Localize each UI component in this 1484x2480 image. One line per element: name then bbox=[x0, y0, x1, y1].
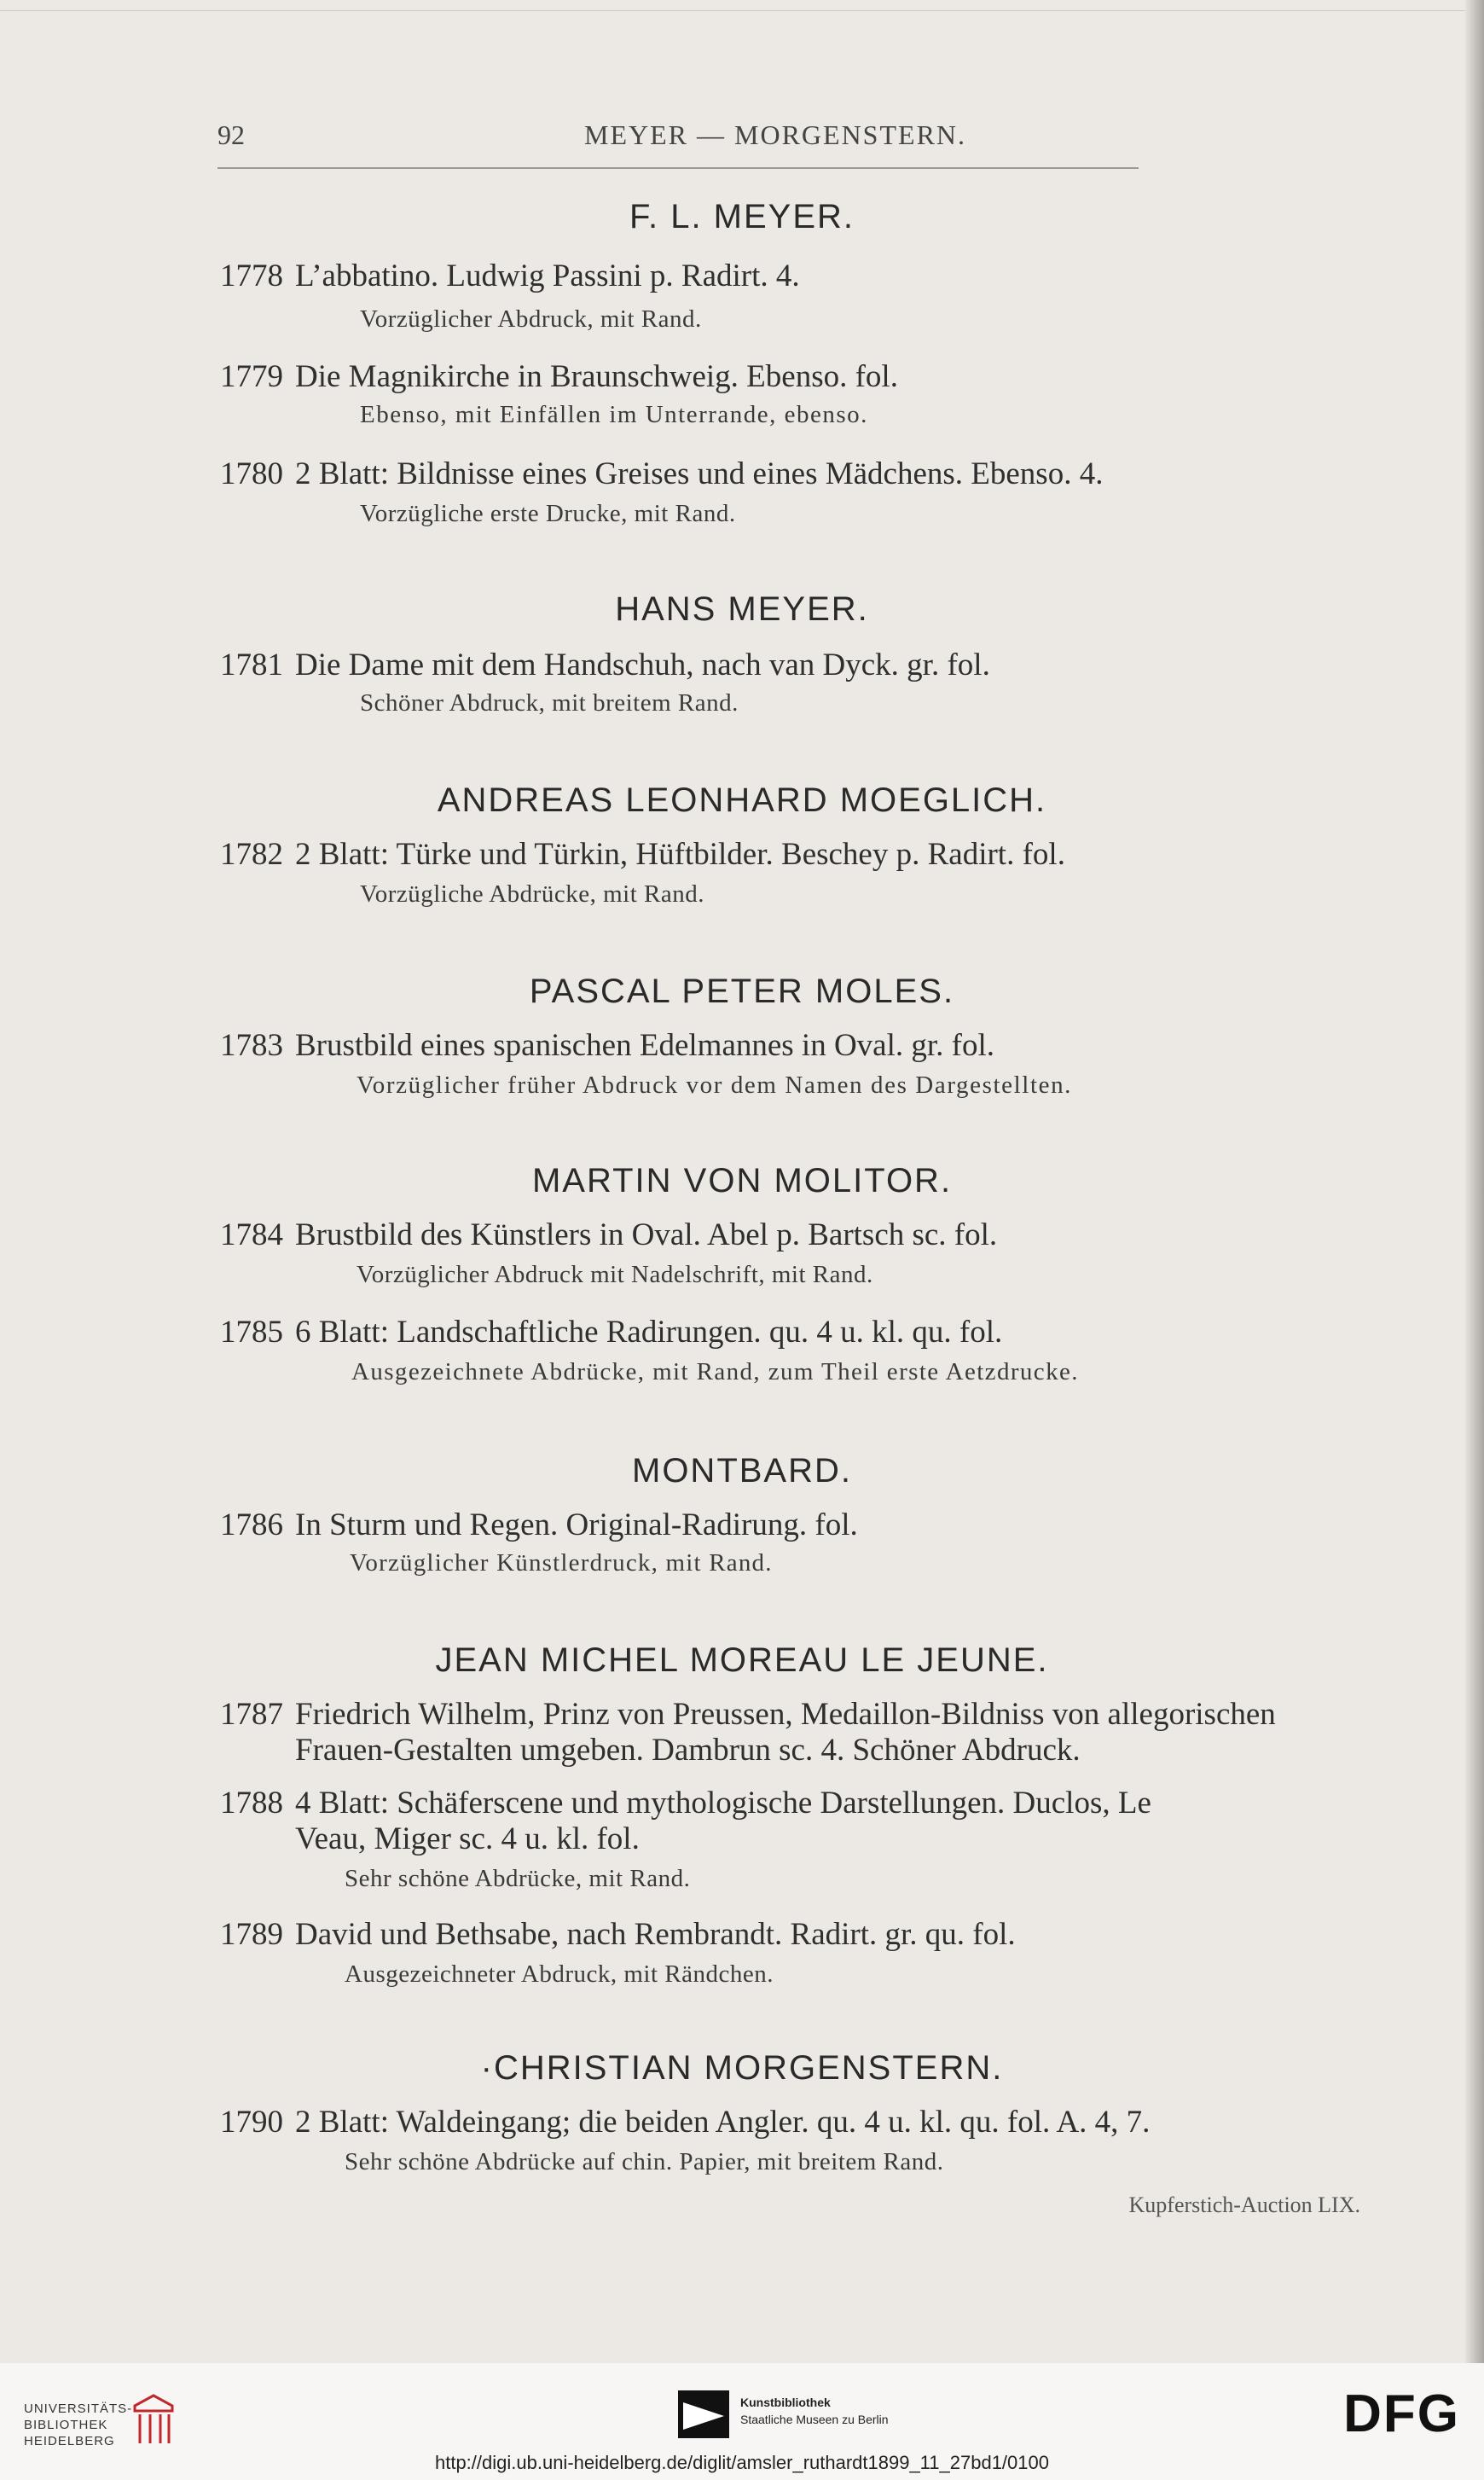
entry-text: 4 Blatt: Schäferscene und mythologische Darstellungen. Duclos, Le bbox=[295, 1786, 1151, 1821]
entry-line bbox=[220, 2104, 1150, 2140]
entry-number: 1790 bbox=[220, 2105, 283, 2140]
entry-number: 1783 bbox=[220, 1028, 283, 1063]
entry-text: L’abbatino. Ludwig Passini p. Radirt. 4. bbox=[295, 258, 800, 293]
entry-line bbox=[220, 258, 800, 294]
entry-number: 1788 bbox=[220, 1786, 283, 1821]
entry-text: 2 Blatt: Bildnisse eines Greises und eines Mädchens. Ebenso. 4. bbox=[295, 456, 1104, 491]
entry-condition: Vorzüglicher früher Abdruck vor dem Namen des Dargestellten. bbox=[357, 1072, 1073, 1099]
entry-condition: Vorzüglicher Künstlerdruck, mit Rand. bbox=[350, 1549, 773, 1577]
university-library-label bbox=[24, 2401, 132, 2449]
entry-condition: Vorzüglicher Abdruck, mit Rand. bbox=[360, 305, 702, 333]
entry-condition: Sehr schöne Abdrücke, mit Rand. bbox=[345, 1865, 691, 1892]
entry-line bbox=[220, 456, 1103, 492]
entry-text: Brustbild eines spanischen Edelmannes in Oval. gr. fol. bbox=[295, 1028, 995, 1063]
entry-condition: Schöner Abdruck, mit breitem Rand. bbox=[360, 689, 739, 717]
entry-number: 1789 bbox=[220, 1917, 283, 1952]
entry-line bbox=[220, 1916, 1016, 1953]
entry-line bbox=[220, 836, 1065, 873]
entry-text: Die Magnikirche in Braunschweig. Ebenso. fol. bbox=[295, 359, 898, 394]
university-line: BIBLIOTHEK bbox=[24, 2418, 108, 2432]
entry-text: Brustbild des Künstlers in Oval. Abel p. Bartsch sc. fol. bbox=[295, 1217, 998, 1252]
university-logo-icon[interactable] bbox=[128, 2389, 179, 2450]
entry-number: 1779 bbox=[220, 359, 283, 394]
entry-line bbox=[220, 1314, 1002, 1350]
section-heading: MARTIN VON MOLITOR. bbox=[531, 1162, 953, 1199]
entry-text: 6 Blatt: Landschaftliche Radirungen. qu. 4 u. kl. qu. fol. bbox=[295, 1315, 1003, 1350]
entry-number: 1781 bbox=[220, 648, 283, 682]
section-heading: F. L. MEYER. bbox=[629, 198, 855, 235]
section-heading: HANS MEYER. bbox=[615, 590, 869, 628]
university-line: UNIVERSITÄTS- bbox=[24, 2402, 133, 2416]
entry-condition: Vorzüglicher Abdruck mit Nadelschrift, mit Rand. bbox=[357, 1261, 873, 1288]
entry-condition: Ausgezeichneter Abdruck, mit Rändchen. bbox=[345, 1960, 774, 1988]
section-heading: ·CHRISTIAN MORGENSTERN. bbox=[480, 2049, 1004, 2087]
entry-line bbox=[220, 358, 898, 395]
entry-line bbox=[220, 1507, 858, 1543]
museum-subtitle: Staatliche Museen zu Berlin bbox=[740, 2413, 889, 2426]
page-header bbox=[217, 119, 1139, 169]
entry-text: In Sturm und Regen. Original-Radirung. fol. bbox=[295, 1507, 858, 1542]
entry-continuation: Veau, Miger sc. 4 u. kl. fol. bbox=[295, 1821, 640, 1856]
entry-condition: Ebenso, mit Einfällen im Unterrande, ebenso. bbox=[360, 401, 868, 428]
museum-label bbox=[740, 2394, 889, 2428]
entry-continuation: Frauen-Gestalten umgeben. Dambrun sc. 4. Schöner Abdruck. bbox=[295, 1733, 1081, 1768]
entry-condition: Vorzügliche erste Drucke, mit Rand. bbox=[360, 500, 736, 527]
entry-number: 1780 bbox=[220, 456, 283, 491]
section-heading: ANDREAS LEONHARD MOEGLICH. bbox=[437, 781, 1047, 819]
section-heading: JEAN MICHEL MOREAU LE JEUNE. bbox=[435, 1641, 1049, 1679]
entry-number: 1786 bbox=[220, 1507, 283, 1542]
running-title: MEYER — MORGENSTERN. bbox=[584, 119, 967, 150]
signature-mark: Kupferstich-Auction LIX. bbox=[1128, 2193, 1360, 2217]
dfg-logo[interactable]: DFG bbox=[1343, 2384, 1460, 2443]
entry-condition: Ausgezeichnete Abdrücke, mit Rand, zum Theil erste Aetzdrucke. bbox=[351, 1358, 1079, 1385]
entry-condition: Sehr schöne Abdrücke auf chin. Papier, mit breitem Rand. bbox=[345, 2148, 944, 2175]
entry-text: 2 Blatt: Waldeingang; die beiden Angler. qu. 4 u. kl. qu. fol. A. 4, 7. bbox=[295, 2105, 1151, 2140]
entry-number: 1787 bbox=[220, 1697, 283, 1732]
entry-number: 1782 bbox=[220, 837, 283, 872]
page-top-rule bbox=[0, 10, 1484, 11]
entry-line bbox=[220, 647, 990, 683]
entry-line bbox=[220, 1696, 1276, 1733]
section-heading: PASCAL PETER MOLES. bbox=[529, 973, 955, 1010]
document-url-link[interactable]: http://digi.ub.uni-heidelberg.de/diglit/amsler_ruthardt1899_11_27bd1/0100 bbox=[434, 2452, 1049, 2473]
entry-text: Friedrich Wilhelm, Prinz von Preussen, Medaillon-Bildniss von allegorischen bbox=[295, 1697, 1276, 1732]
museum-name: Kunstbibliothek bbox=[740, 2396, 831, 2409]
kunstbibliothek-logo-icon[interactable] bbox=[678, 2390, 729, 2438]
page-number: 92 bbox=[217, 119, 245, 150]
entry-line bbox=[220, 1217, 997, 1253]
university-line: HEIDELBERG bbox=[24, 2434, 115, 2448]
entry-text: 2 Blatt: Türke und Türkin, Hüftbilder. Beschey p. Radirt. fol. bbox=[295, 837, 1065, 872]
entry-line bbox=[220, 1027, 994, 1064]
section-heading: MONTBARD. bbox=[632, 1452, 852, 1490]
entry-number: 1785 bbox=[220, 1315, 283, 1350]
entry-number: 1778 bbox=[220, 258, 283, 293]
entry-number: 1784 bbox=[220, 1217, 283, 1252]
entry-text: Die Dame mit dem Handschuh, nach van Dyck. gr. fol. bbox=[295, 648, 990, 682]
entry-text: David und Bethsabe, nach Rembrandt. Radirt. gr. qu. fol. bbox=[295, 1917, 1016, 1952]
entry-condition: Vorzügliche Abdrücke, mit Rand. bbox=[360, 880, 704, 908]
entry-line bbox=[220, 1785, 1151, 1821]
